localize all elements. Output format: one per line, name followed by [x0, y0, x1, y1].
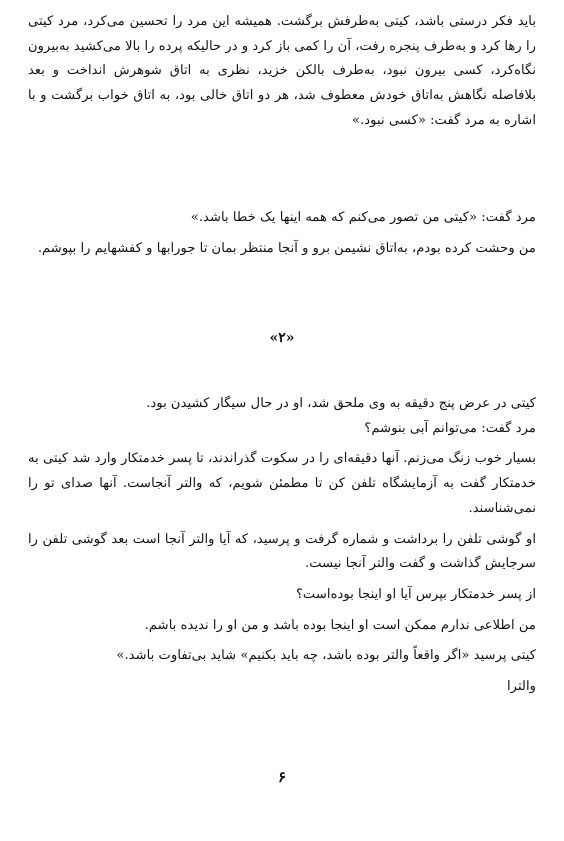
- paragraph: من اطلاعی ندارم ممکن است او اینجا بوده باشد و من او را ندیده باشم.: [144, 617, 536, 633]
- paragraph: مرد گفت: «کیتی من تصور می‌کنم که همه اینها یک خطا باشد.»: [190, 210, 536, 225]
- text-block-bottom: [28, 392, 536, 700]
- paragraph: من وحشت کرده بودم، به‌اتاق نشیمن برو و آنجا منتظر بمان تا جورابها و کفشهایم را بپوشم.: [37, 240, 536, 256]
- paragraph: از پسر خدمتکار بپرس آیا او اینجا بوده‌است؟: [295, 586, 536, 602]
- paragraph: کیتی پرسید «اگر واقعاً والتر بوده باشد، چه باید بکنیم» شاید بی‌تفاوت باشد.»: [116, 648, 536, 664]
- text-block-middle: [28, 206, 536, 261]
- text-block-top: [28, 10, 536, 134]
- page-number: ۶: [277, 768, 287, 786]
- paragraph: والترا: [507, 679, 536, 695]
- section-number: «۲»: [269, 330, 295, 346]
- paragraph: بسیار خوب زنگ می‌زنم. آنها دقیقه‌ای را در سکوت گذراندند، تا پسر خدمتکار وارد شد کیتی به خدمتکار گفت به آزمایشگاه تلفن کن تا مطمئن شویم، که والتر آنجاست. آنها صدای تو را نمی‌شناسند.: [28, 451, 536, 516]
- paragraph: کیتی در عرض پنج دقیقه به وی ملحق شد، او در حال سیگار کشیدن بود.: [146, 396, 536, 411]
- paragraph: مرد گفت: می‌توانم آبی بنوشم؟: [364, 420, 536, 436]
- paragraph: باید فکر درستی باشد، کیتی به‌طرفش برگشت. همیشه این مرد را تحسین می‌کرد، مرد کیتی را رها کرد و به‌طرف پنجره رفت، آن را کمی باز کرد و در حالیکه پرده را بالا می‌کشید به‌بیرون نگاه‌کرد، کسی بیرون نبود، به‌طرف بالکن خزید، نظری به اتاق شوهرش انداخت و بعد بلافاصله نگاهش به‌اتاق خودش معطوف شد، هر دو اتاق خالی بود، به اتاق خواب برگشت و با اشاره به مرد گفت: «کسی نبود.»: [28, 14, 536, 128]
- paragraph: او گوشی تلفن را برداشت و شماره گرفت و پرسید، که آیا والتر آنجا است بعد گوشی تلفن را سرجایش گذاشت و گفت والتر آنجا نیست.: [28, 531, 536, 572]
